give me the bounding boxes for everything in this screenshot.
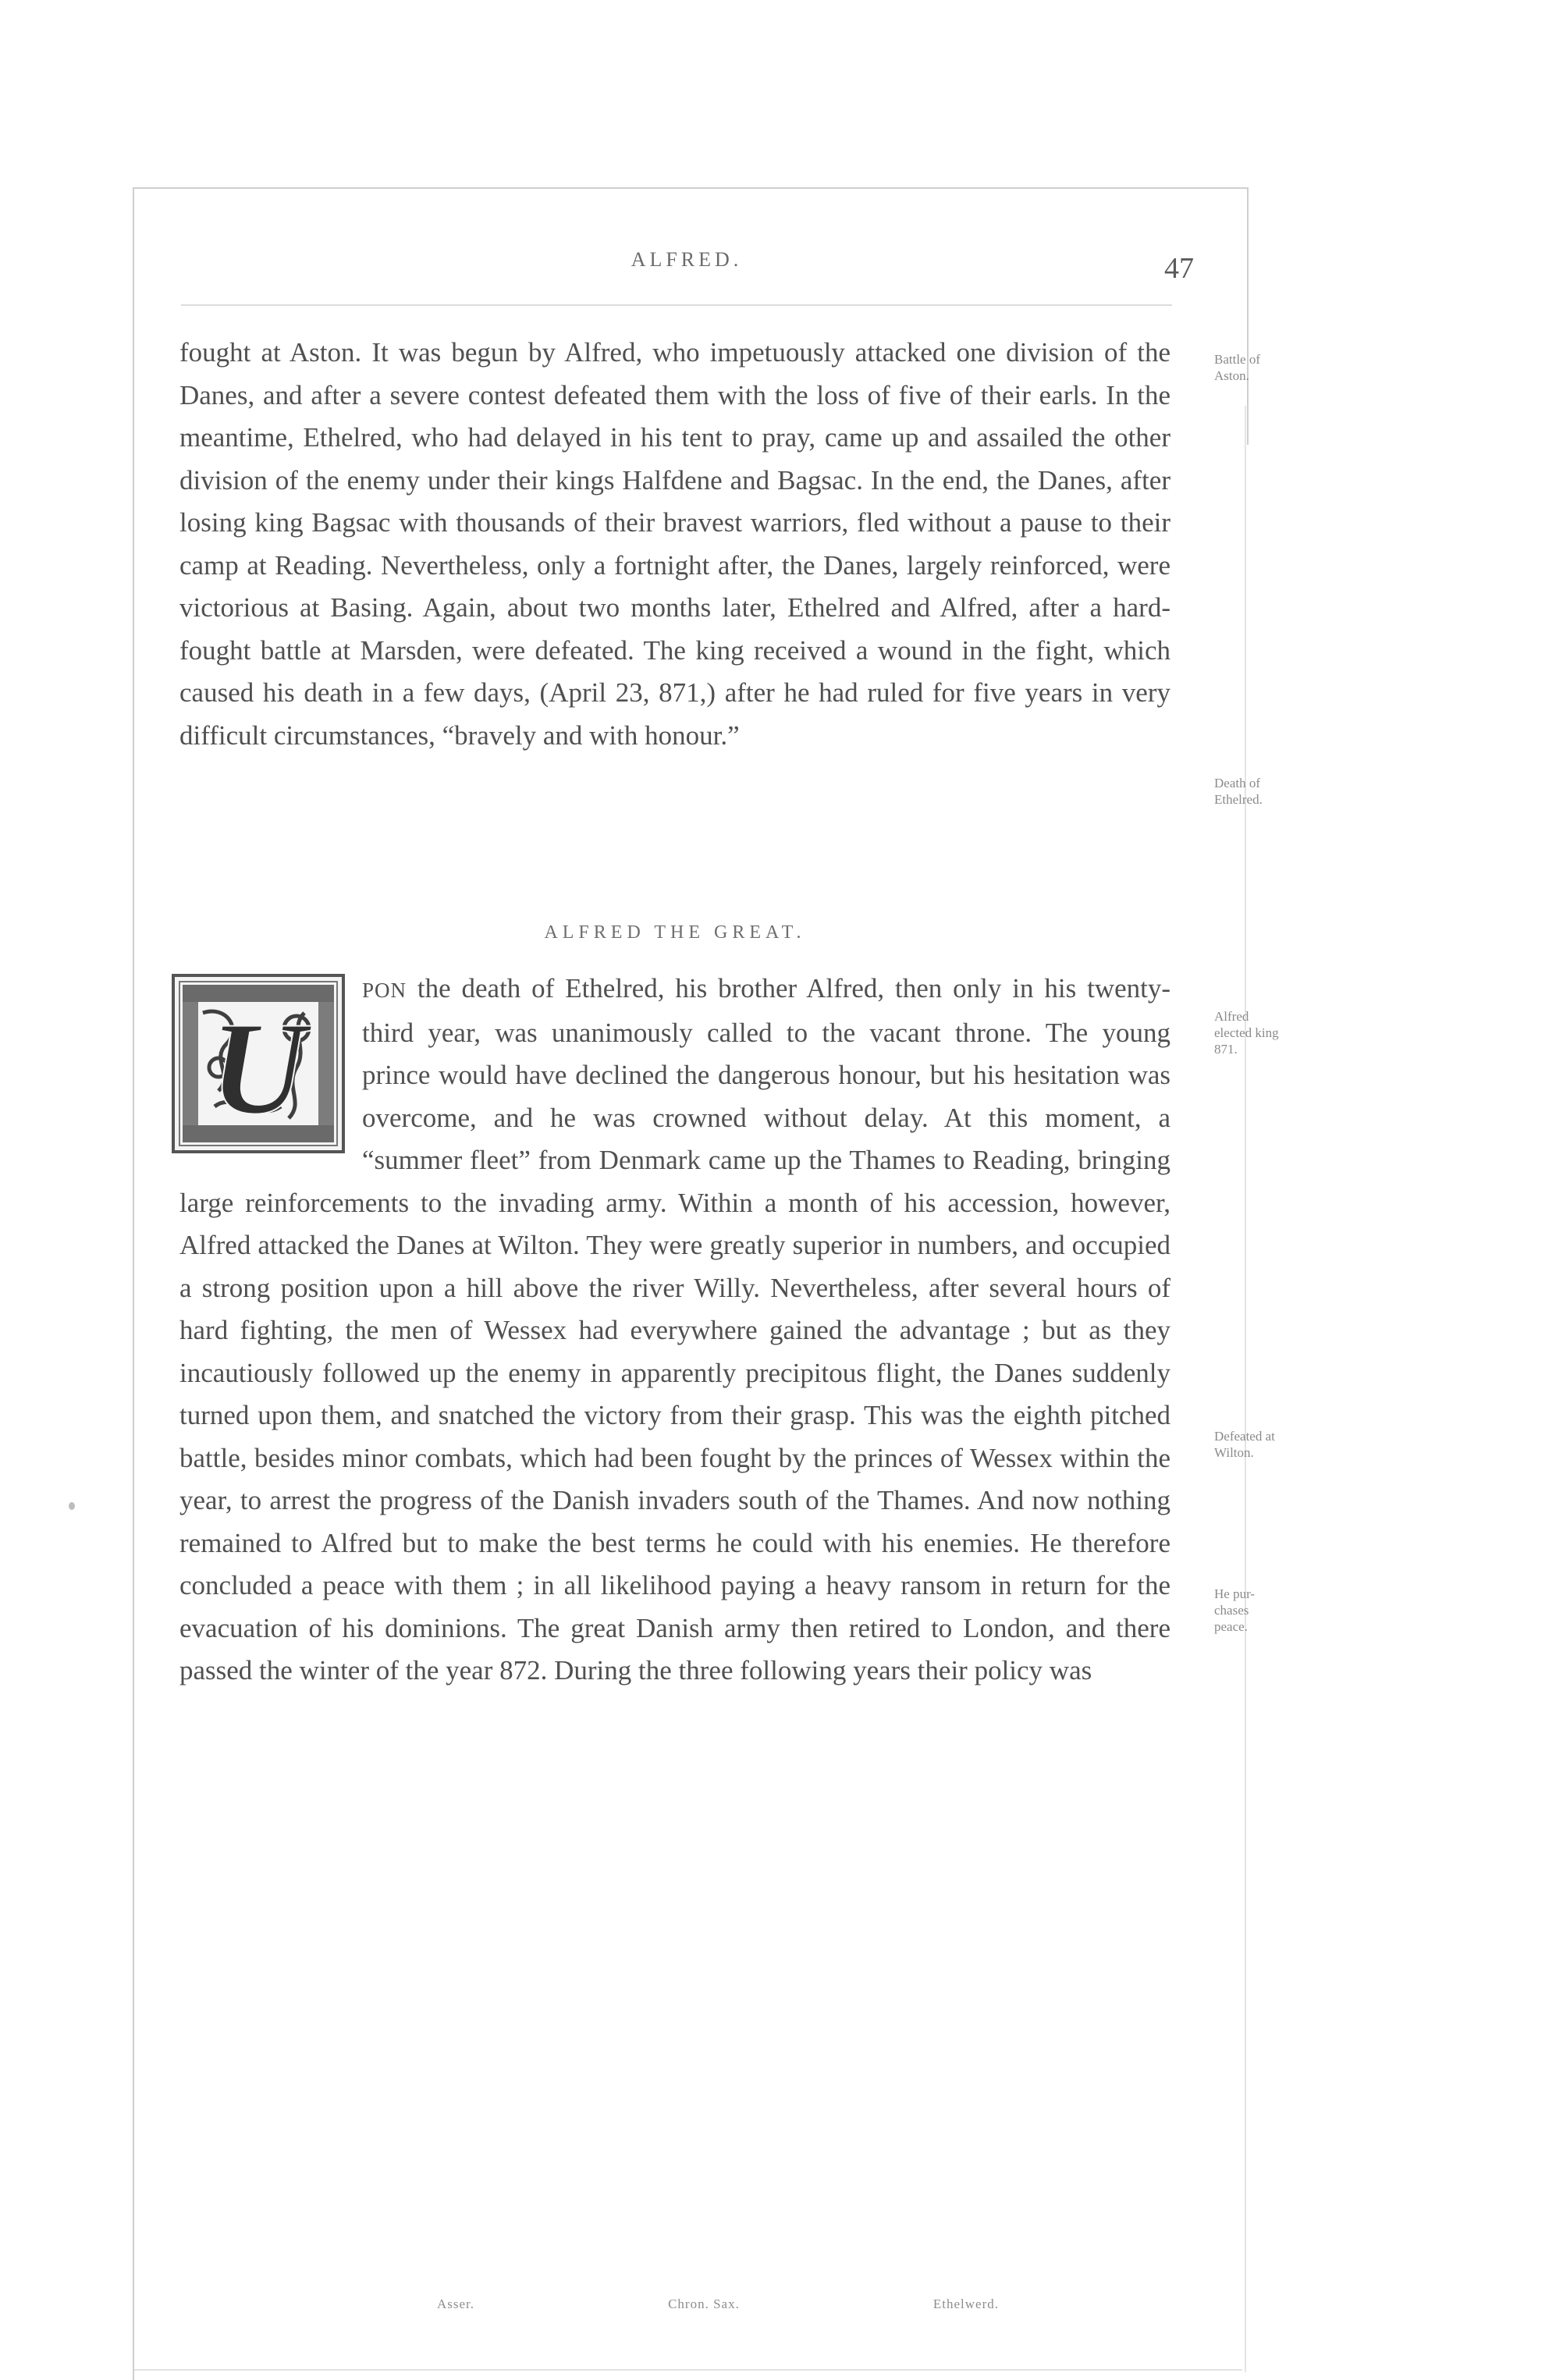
frame-left-rule — [133, 187, 134, 2380]
paragraph-text: fought at Aston. It was begun by Alfred, who impetuously attacked one division of the Danes, and after a severe contest defeated them with the loss of five of their earls. In the meantime, Ethelred, who had delayed in his tent to pray, came up and assailed the other division of the enemy under their kings Halfdene and Bagsac. In the end, the Danes, after losing king Bagsac with thousands of their bravest warriors, fled without a pause to their camp at Reading. Nevertheless, only a fortnight after, the Danes, largely reinforced, were victorious at Basing. Again, about two months later, Ethelred and Alfred, after a hard-fought battle at Marsden, were defeated. The king received a wound in the fight, which caused his death in a few days, (April 23, 871,) after he had ruled for five years in very difficult circumstances, “bravely and with honour.” — [179, 337, 1170, 751]
page-speck — [69, 1502, 75, 1510]
small-caps-lead: PON — [362, 979, 407, 1002]
frame-right-rule — [1247, 187, 1249, 445]
section-heading: ALFRED THE GREAT. — [544, 922, 806, 943]
margin-rule — [1245, 406, 1246, 2372]
header-rule — [181, 304, 1172, 306]
page-number: 47 — [1164, 252, 1194, 285]
margin-note-death-of-ethelred: Death of Ethelred. — [1214, 776, 1263, 807]
running-head: ALFRED. — [631, 248, 743, 271]
body-paragraph-1 — [179, 332, 1170, 757]
footnote-ethelwerd: Ethelwerd. — [932, 2297, 999, 2311]
margin-note-battle-of-aston: Battle of Aston. — [1214, 352, 1261, 383]
footnote-asser: Asser. — [437, 2297, 475, 2311]
page-header — [179, 248, 1194, 295]
footnote-sources — [437, 2297, 999, 2312]
drop-cap-letter: U — [210, 995, 307, 1142]
footnote-chron-sax: Chron. Sax. — [668, 2297, 740, 2311]
margin-note-defeated-at-wilton: Defeated at Wilton. — [1214, 1429, 1275, 1460]
frame-top-rule — [133, 187, 1249, 189]
bottom-rule — [134, 2369, 1242, 2371]
body-paragraph-2 — [179, 968, 1170, 1693]
margin-note-purchases-peace: He pur- chases peace. — [1214, 1586, 1256, 1634]
drop-cap-ornament — [172, 974, 345, 1153]
margin-note-alfred-elected: Alfred elected king 871. — [1214, 1009, 1279, 1057]
paragraph-body: the death of Ethelred, his brother Alfred, then only in his twenty-third year, was unanimously called to the vacant throne. The young prince would have declined the dangerous honour, but his hesitation was overcome, and he was crowned without delay. At this moment, a “summer fleet” from Denmark came up the Thames to Reading, bringing large reinforcements to the invading army. Within a month of his accession, however, Alfred attacked the Danes at Wilton. They were greatly superior in numbers, and occupied a strong position upon a hill above the river Willy. Nevertheless, after several hours of hard fighting, the men of Wessex had everywhere gained the advantage ; but as they incautiously followed up the enemy in apparently precipitous flight, the Danes suddenly turned upon them, and snatched the victory from their grasp. This was the eighth pitched battle, besides minor combats, which had been fought by the princes of Wessex within the year, to arrest the progress of the Danish invaders south of the Thames. And now nothing remained to Alfred but to make the best terms he could with his enemies. He therefore concluded a peace with them ; in all likelihood paying a heavy ransom in return for the evacuation of his dominions. The great Danish army then retired to London, and there passed the winter of the year 872. During the three following years their policy was — [179, 973, 1170, 1686]
